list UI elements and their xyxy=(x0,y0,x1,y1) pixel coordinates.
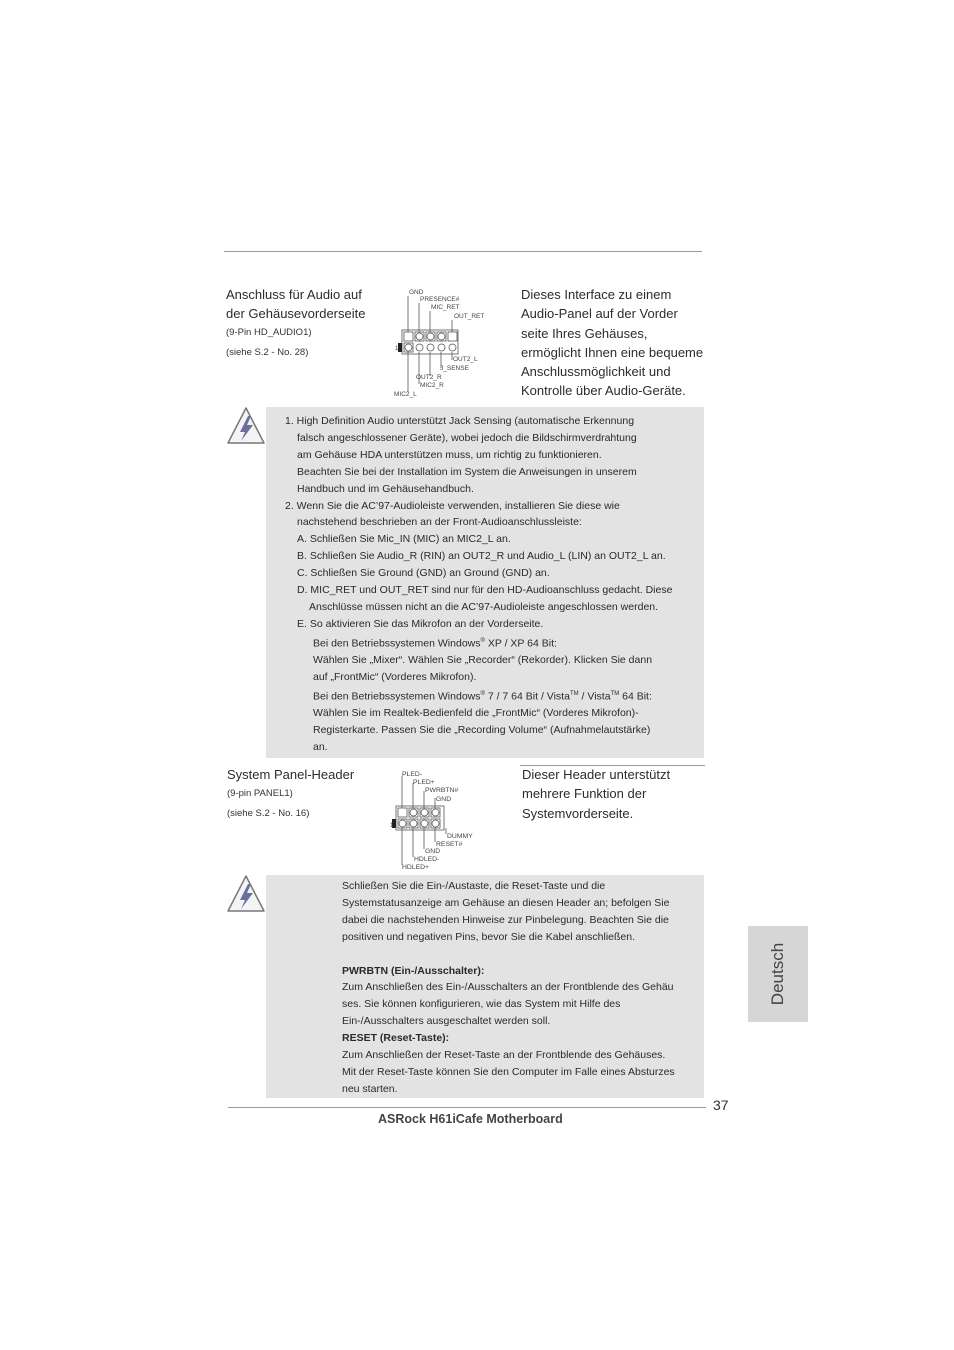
panel-title: System Panel-Header xyxy=(227,767,355,782)
label-presence: PRESENCE# xyxy=(420,296,460,303)
language-tab xyxy=(748,926,808,1022)
label-mic2-l: MIC2_L xyxy=(394,391,417,398)
label-pwrbtn: PWRBTN# xyxy=(425,787,459,794)
pwrbtn-heading: PWRBTN (Ein-/Ausschalter): xyxy=(342,964,485,977)
hd-audio-description: Dieses Interface zu einem Audio-Panel auf der Vorder seite Ihres Gehäuses, ermöglicht Ihnen eine bequeme Anschlussmöglichkeit und Kontrolle über Audio-Geräte. xyxy=(521,287,704,399)
label-gnd: GND xyxy=(409,289,424,296)
label-pled-plus: PLED+ xyxy=(413,779,435,786)
reset-heading: RESET (Reset-Taste): xyxy=(342,1032,450,1045)
label-pin1: 1 xyxy=(395,346,399,352)
label-dummy: DUMMY xyxy=(447,833,473,840)
label-gnd-top: GND xyxy=(436,796,452,803)
label-panel-pin1: 1 xyxy=(390,823,394,829)
hd-audio-pin-label: (9-Pin HD_AUDIO1) xyxy=(226,327,312,338)
label-hdled-plus: HDLED+ xyxy=(402,864,430,871)
label-j-sense: J_SENSE xyxy=(440,365,469,372)
label-mic2-r: MIC2_R xyxy=(420,382,444,389)
footer-rule xyxy=(228,1107,706,1108)
panel-pin-label: (9-pin PANEL1) xyxy=(227,788,293,799)
page-number: 37 xyxy=(713,1097,729,1113)
label-pled-minus: PLED- xyxy=(402,771,423,778)
note-panel-text: Schließen Sie die Ein-/Austaste, die Reset-Taste und die Systemstatusanzeige am Gehäuse an diesen Header an; befolgen Sie dabei die nachstehenden Hinweise zur Pinbelegung. Beachten Sie die positiven und negativen Pins, bevor Sie die Kabel anschließen. PWRBTN (Ein-/Ausschalter): Zum Anschließen des Ein-/Ausschalters an der Frontblende des Gehäu ses. Sie können konfigurieren, wie das System mit Hilfe des Ein-/Ausschalters ausgeschaltet werden soll. RESET (Reset-Taste): Zum Anschließen der Reset-Taste an der Frontblende des Gehäuses. Mit der Reset-Taste können Sie den Computer im Falle eines Absturzes neu starten. xyxy=(342,880,675,1095)
hd-audio-title: Anschluss für Audio auf der Gehäusevorderseite xyxy=(226,287,366,321)
hd-audio-connector-diagram xyxy=(394,284,504,402)
top-rule xyxy=(224,251,702,252)
label-out-ret: OUT_RET xyxy=(454,313,485,320)
warning-icon xyxy=(226,874,266,914)
footer-brand: ASRock H61iCafe Motherboard xyxy=(378,1112,563,1126)
panel-description: Dieser Header unterstützt mehrere Funktion der Systemvorderseite. xyxy=(522,767,671,821)
panel-connector-diagram xyxy=(390,768,480,872)
label-out2-l: OUT2_L xyxy=(453,356,478,363)
note-audio-text: 1. High Definition Audio unterstützt Jack Sensing (automatische Erkennung falsch angeschlossener Geräte), wobei jedoch die Bildschirmverdrahtung am Gehäuse HDA unterstützen muss, um richtig zu funktionieren. Beachten Sie bei der Installation im System die Anweisungen in unserem Handbuch und im Gehäusehandbuch. 2. Wenn Sie die AC’97-Audioleiste verwenden, installieren Sie diese wie nachstehend beschrieben an der Front-Audioanschlussleiste: A. Schließen Sie Mic_IN (MIC) an MIC2_L an. B. Schließen Sie Audio_R (RIN) an OUT2_R und Audio_L (LIN) an OUT2_L an. C. Schließen Sie Ground (GND) an Ground (GND) an. D. MIC_RET und OUT_RET sind nur für den HD-Audioanschluss gedacht. Diese Anschlüsse müssen nicht an die AC’97-Audioleiste angeschlossen werden. E. So aktivieren Sie das Mikrofon an der Vorderseite. Bei den Betriebssystemen Windows® XP / XP 64 Bit: Wählen Sie „Mixer“. Wählen Sie „Recorder“ (Rekorder). Klicken Sie dann auf „FrontMic“ (Vorderes Mikrofon). Bei den Betriebssystemen Windows® 7 / 7 64 Bit / Vista™ / Vista™ 64 Bit: Wählen Sie im Realtek-Bedienfeld die „FrontMic“ (Vorderes Mikrofon)- Registerkarte. Passen Sie die „Recording Volume“ (Aufnahmelautstärke) an. xyxy=(285,415,673,754)
warning-icon xyxy=(226,406,266,446)
label-mic-ret: MIC_RET xyxy=(431,304,460,311)
language-tab-label: Deutsch xyxy=(768,942,787,1006)
hd-audio-ref: (siehe S.2 - No. 28) xyxy=(226,347,309,358)
label-reset: RESET# xyxy=(436,841,463,848)
label-gnd-bottom: GND xyxy=(425,848,441,855)
label-hdled-minus: HDLED- xyxy=(414,856,440,863)
label-out2-r: OUT2_R xyxy=(416,374,442,381)
panel-ref: (siehe S.2 - No. 16) xyxy=(227,808,310,819)
